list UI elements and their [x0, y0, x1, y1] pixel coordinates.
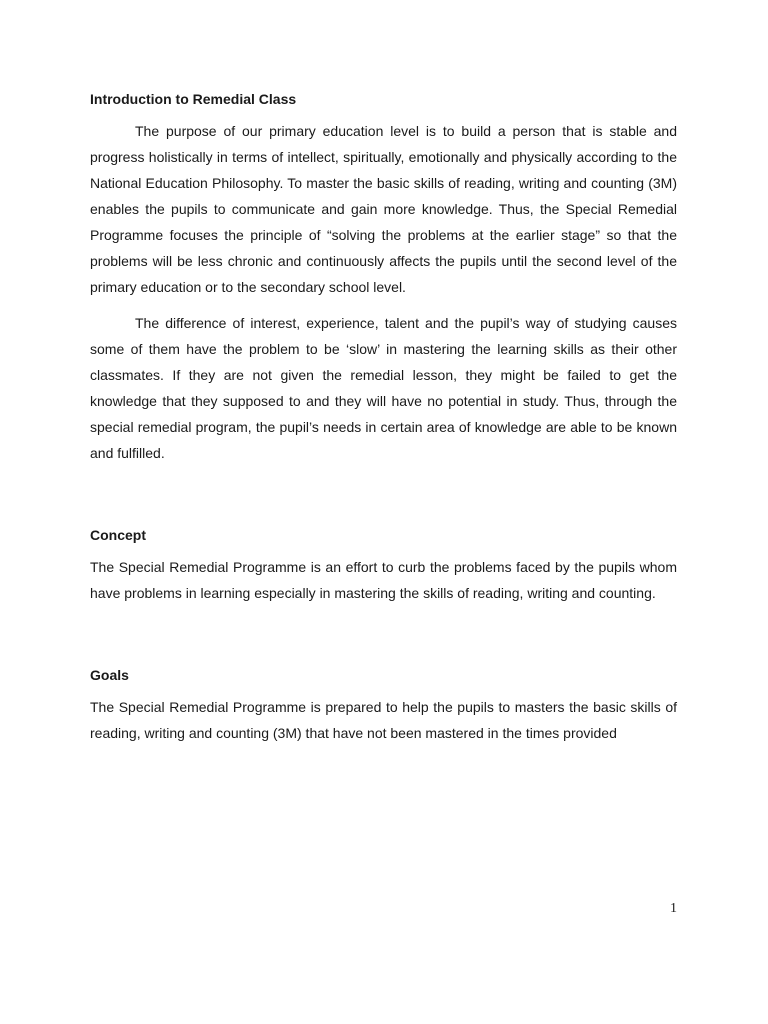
- paragraph: The purpose of our primary education level is to build a person that is stable and progress holistically in terms of intellect, spiritually, emotionally and physically according to the National Education Philosophy. To master the basic skills of reading, writing and counting (3M) enables the pupils to communicate and gain more knowledge. Thus, the Special Remedial Programme focuses the principle of “solving the problems at the earlier stage” so that the problems will be less chronic and continuously affects the pupils until the second level of the primary education or to the secondary school level.: [90, 123, 677, 295]
- section-spacer: [90, 476, 677, 524]
- section-heading: Introduction to Remedial Class: [90, 91, 297, 107]
- paragraph: The Special Remedial Programme is prepared to help the pupils to masters the basic skills of reading, writing and counting (3M) that have not been mastered in the times provided: [90, 699, 677, 741]
- paragraph: The difference of interest, experience, talent and the pupil’s way of studying causes some of them have the problem to be ‘slow’ in mastering the learning skills as their other classmates. If they are not given the remedial lesson, they might be failed to get the knowledge that they supposed to and they will have no potential in study. Thus, through the special remedial program, the pupil’s needs in certain area of knowledge are able to be known and fulfilled.: [90, 315, 677, 461]
- paragraph: The Special Remedial Programme is an effort to curb the problems faced by the pupils whom have problems in learning especially in mastering the skills of reading, writing and counting.: [90, 559, 677, 601]
- document-body: [90, 88, 677, 756]
- section-heading: Goals: [90, 667, 129, 683]
- section-introduction: [90, 88, 677, 466]
- section-spacer: [90, 616, 677, 664]
- section-goals: [90, 664, 677, 746]
- page-number: 1: [670, 901, 677, 916]
- section-heading: Concept: [90, 527, 146, 543]
- section-concept: [90, 524, 677, 606]
